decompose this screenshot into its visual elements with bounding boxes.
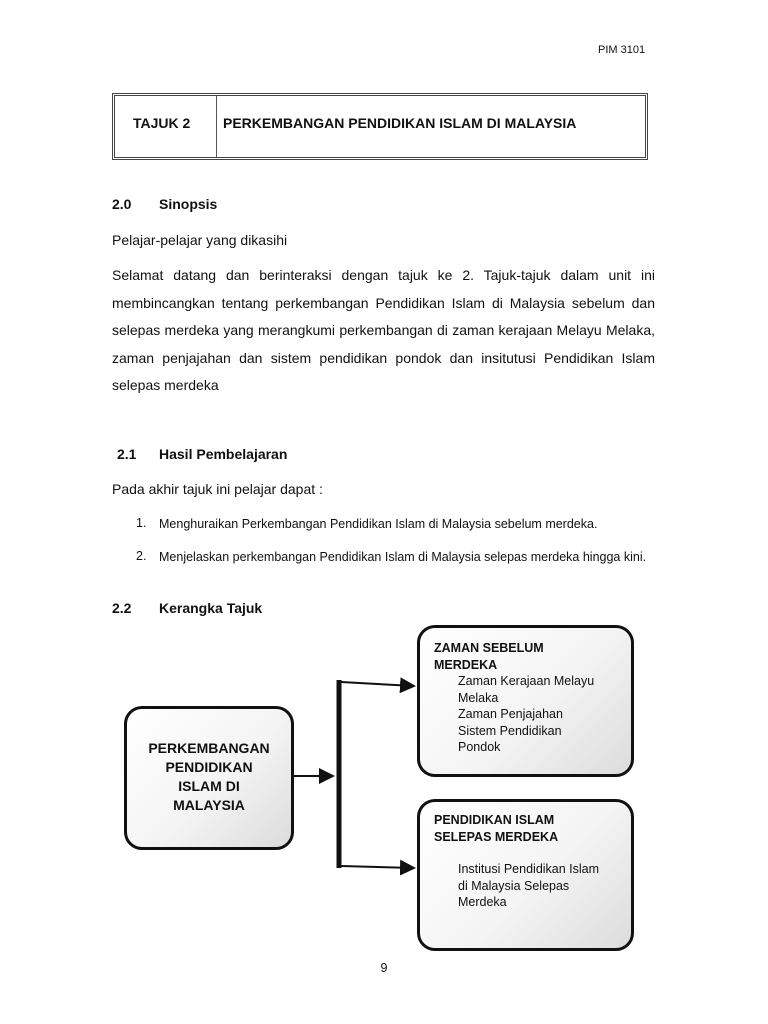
main-topic-line: PERKEMBANGAN — [148, 740, 270, 756]
branch-item: Zaman Penjajahan — [458, 707, 563, 721]
branch-heading — [434, 812, 558, 845]
branch-heading-line: MERDEKA — [434, 657, 498, 672]
section-title: Hasil Pembelajaran — [159, 446, 288, 462]
branch-items — [458, 673, 594, 756]
section-title: Kerangka Tajuk — [159, 600, 263, 616]
branch-item: Merdeka — [458, 895, 507, 909]
branch-heading-line: ZAMAN SEBELUM — [434, 641, 544, 655]
branch-item: Pondok — [458, 740, 501, 754]
branch-item: Sistem Pendidikan — [458, 723, 562, 738]
branch-arrow-b — [341, 866, 414, 868]
topic-title: PERKEMBANGAN PENDIDIKAN ISLAM DI MALAYSIA — [223, 115, 577, 131]
main-topic-line: MALAYSIA — [173, 797, 245, 813]
branch-heading-line: PENDIDIKAN ISLAM — [434, 813, 555, 827]
section-number: 2.1 — [117, 446, 137, 462]
section-title: Sinopsis — [159, 196, 218, 212]
branch-arrow-a — [341, 682, 414, 686]
list-item-text: Menjelaskan perkembangan Pendidikan Islam di Malaysia selepas merdeka hingga kini. — [159, 550, 647, 564]
page-number: 9 — [380, 961, 388, 975]
list-item-number: 2. — [136, 549, 147, 563]
section-number: 2.0 — [112, 196, 132, 212]
main-topic-box — [124, 706, 294, 850]
topic-number: TAJUK 2 — [115, 96, 217, 157]
branch-item: Melaka — [458, 690, 499, 705]
outcomes-intro: Pada akhir tajuk ini pelajar dapat : — [112, 481, 323, 497]
main-topic-line: ISLAM DI — [178, 778, 240, 794]
branch-after-merdeka — [417, 799, 634, 951]
branch-item: Zaman Kerajaan Melayu — [458, 674, 595, 688]
main-topic-label — [127, 739, 291, 815]
branch-heading — [434, 640, 544, 673]
branch-item: Institusi Pendidikan Islam — [458, 862, 600, 876]
list-item-number: 1. — [136, 516, 147, 530]
branch-before-merdeka — [417, 625, 634, 777]
branch-heading-line: SELEPAS MERDEKA — [434, 829, 559, 844]
synopsis-greeting: Pelajar-pelajar yang dikasihi — [112, 232, 288, 248]
list-item-text: Menghuraikan Perkembangan Pendidikan Islam di Malaysia sebelum merdeka. — [159, 517, 598, 531]
course-code: PIM 3101 — [598, 44, 646, 56]
section-number: 2.2 — [112, 600, 132, 616]
main-topic-line: PENDIDIKAN — [165, 759, 253, 775]
branch-item: di Malaysia Selepas — [458, 878, 570, 893]
branch-items — [458, 861, 599, 911]
synopsis-body: Selamat datang dan berinteraksi dengan tajuk ke 2. Tajuk-tajuk dalam unit ini membincangkan tentang perkembangan Pendidikan Islam di Malaysia sebelum dan selepas merdeka yang merangkumi perkembangan di zaman kerajaan Melayu Melaka, zaman penjajahan dan sistem pendidikan pondok dan insitutusi Pendidikan Islam selepas merdeka — [112, 267, 655, 393]
